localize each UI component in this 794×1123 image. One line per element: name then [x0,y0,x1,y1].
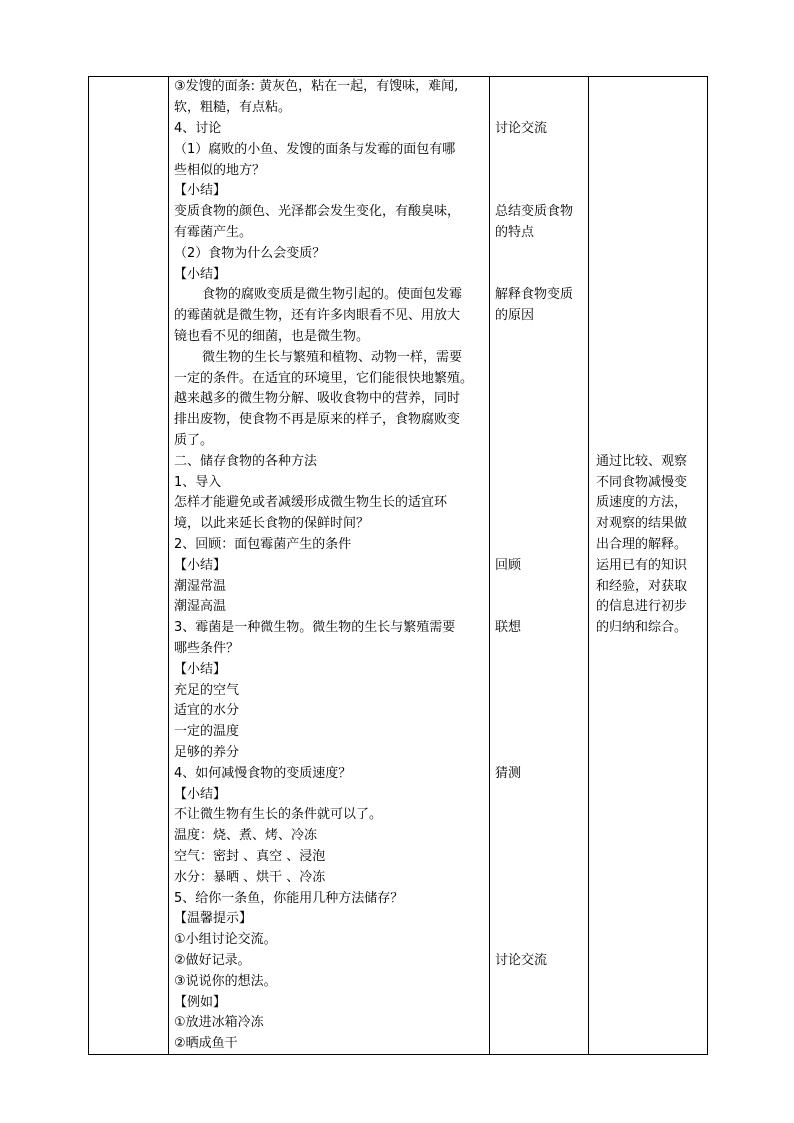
content-line: 【小结】 [174,558,227,573]
content-line: 3、霉菌是一种微生物。微生物的生长与繁殖需要 [174,620,456,635]
teaching-content-cell [169,77,490,1055]
table-row [89,77,708,1055]
content-line: 【例如】 [174,995,227,1010]
content-line: ①小组讨论交流。 [174,932,277,947]
content-line: 微生物的生长与繁殖和植物、动物一样，需要 [202,350,463,365]
content-line: （2）食物为什么会变质？ [174,246,326,261]
content-line: 有霉菌产生。 [174,225,253,240]
intent-line: 出合理的解释。 [596,537,688,552]
content-line: ①放进冰箱冷冻 [174,1015,264,1030]
content-line: 4、如何减慢食物的变质速度？ [174,766,352,781]
content-line: 怎样才能避免或者减缓形成微生物生长的适宜环 [174,495,448,510]
student-activity-cell [490,77,589,1055]
content-line: 潮湿高温 [174,599,227,614]
content-line: 质了。 [174,433,214,448]
activity-line: 讨论交流 [495,121,548,136]
intent-line: 运用已有的知识 [596,558,688,573]
intent-line: 的信息进行初步 [596,599,688,614]
content-line: 空气：密封 、真空 、浸泡 [174,849,326,864]
content-line: 5、给你一条鱼，你能用几种方法储存？ [174,891,404,906]
activity-line: 猜测 [495,766,522,781]
blank-column-cell [89,77,169,1055]
content-line: ②做好记录。 [174,953,251,968]
content-line: 不让微生物有生长的条件就可以了。 [174,807,383,822]
content-line: 镜也看不见的细菌，也是微生物。 [174,329,370,344]
intent-line: 的归纳和综合。 [596,620,688,635]
content-line: 食物的腐败变质是微生物引起的。使面包发霉 [202,287,463,302]
content-line: 二、储存食物的各种方法 [174,454,318,469]
content-line: 排出废物，使食物不再是原来的样子，食物腐败变 [174,412,461,427]
content-line: 些相似的地方？ [174,163,266,178]
content-line: ③说说你的想法。 [174,974,277,989]
content-line: 哪些条件？ [174,641,240,656]
content-line: 【小结】 [174,267,227,282]
content-line: 【温馨提示】 [174,911,253,926]
content-line: ③发馊的面条: 黄灰色，粘在一起，有馊味，难闻, [174,79,459,94]
content-line: 境，以此来延长食物的保鲜时间？ [174,516,370,531]
content-line: 一定的条件。在适宜的环境里，它们能很快地繁殖。 [174,371,474,386]
content-line: 变质食物的颜色、光泽都会发生变化，有酸臭味， [174,204,461,219]
content-line: 2、回顾：面包霉菌产生的条件 [174,537,352,552]
content-line: 一定的温度 [174,724,240,739]
activity-line: 回顾 [495,558,522,573]
content-line: 水分：暴晒 、烘干 、冷冻 [174,870,326,885]
activity-line: 联想 [495,620,522,635]
content-line: （1）腐败的小鱼、发馊的面条与发霉的面包有哪 [174,142,456,157]
content-line: 越来越多的微生物分解、吸收食物中的营养，同时 [174,391,461,406]
activity-line: 讨论交流 [495,953,548,968]
activity-line: 总结变质食物 [495,204,574,219]
content-line: 的霉菌就是微生物，还有许多肉眼看不见、用放大 [174,308,461,323]
activity-line: 解释食物变质 [495,287,574,302]
intent-line: 通过比较、观察 [596,454,688,469]
intent-line: 和经验，对获取 [596,579,688,594]
intent-line: 质速度的方法， [596,495,688,510]
content-line: 潮湿常温 [174,579,227,594]
content-line: 【小结】 [174,787,227,802]
content-line: 适宜的水分 [174,703,240,718]
content-line: 软，粗糙，有点粘。 [174,100,292,115]
content-line: 4、讨论 [174,121,222,136]
content-line: 1、导入 [174,475,222,490]
lesson-plan-table [88,76,708,1055]
content-line: 【小结】 [174,183,227,198]
content-line: 足够的养分 [174,745,240,760]
content-line: ②晒成鱼干 [174,1036,238,1051]
content-line: 充足的空气 [174,683,240,698]
design-intent-cell [589,77,708,1055]
activity-line: 的特点 [495,225,535,240]
content-line: 温度：烧、煮、烤、冷冻 [174,828,318,843]
intent-line: 不同食物减慢变 [596,475,688,490]
activity-line: 的原因 [495,308,535,323]
intent-line: 对观察的结果做 [596,516,688,531]
content-line: 【小结】 [174,662,227,677]
